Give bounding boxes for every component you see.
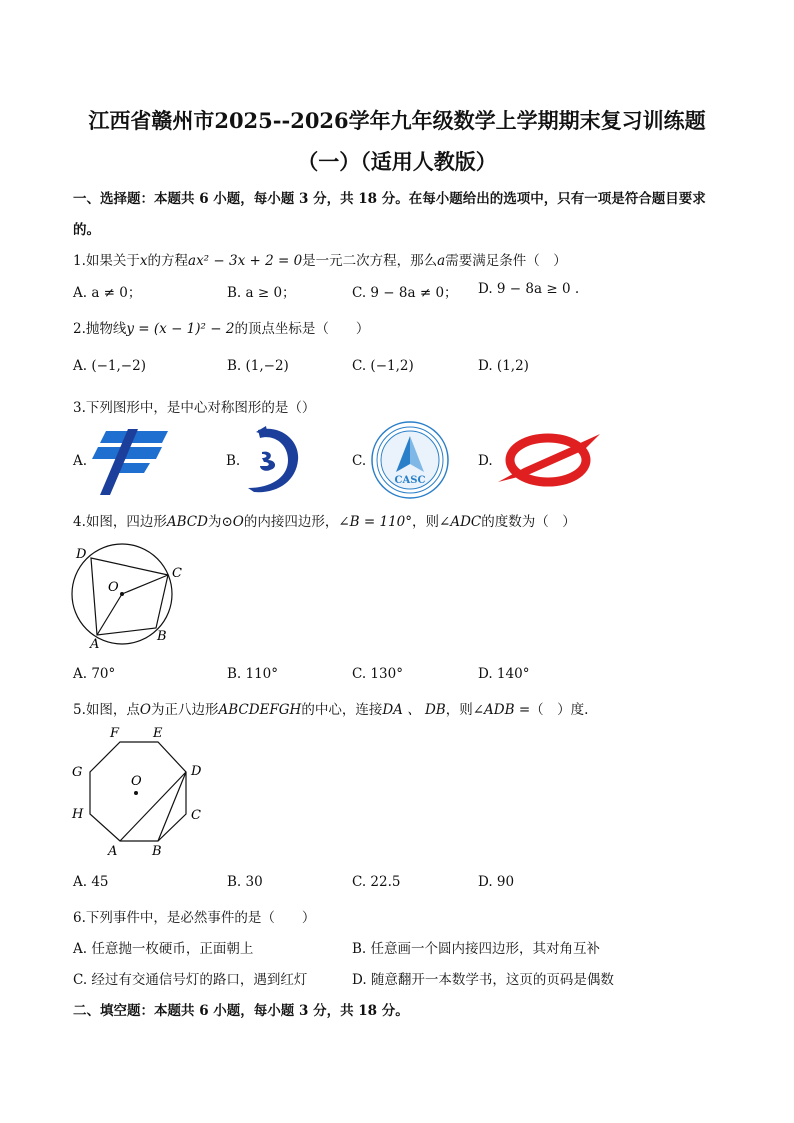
q5-label-c: C xyxy=(191,808,201,823)
q6-option-d: D. 随意翻开一本数学书，这页的页码是偶数 xyxy=(352,972,614,988)
q4-circle-figure xyxy=(64,542,204,654)
logo-c-text: CASC xyxy=(394,475,426,486)
q4-option-d: D. 140° xyxy=(478,666,530,682)
question-1-stem: 1.如果关于x的方程ax² − 3x + 2 = 0是一元二次方程，那么a需要满足条件（ ） xyxy=(73,253,567,269)
question-6-stem: 6.下列事件中，是必然事件的是（ ） xyxy=(73,910,316,926)
q5-option-a: A. 45 xyxy=(73,874,109,890)
q5-label-f: F xyxy=(110,726,120,741)
logo-a-image xyxy=(88,425,172,497)
q1-option-a: A. a ≠ 0； xyxy=(73,285,142,301)
logo-d-image xyxy=(494,428,602,490)
q4-option-b: B. 110° xyxy=(227,666,279,682)
question-4-stem: 4.如图，四边形ABCD为⊙O的内接四边形，∠B = 110°，则∠ADC的度数为（ ） xyxy=(73,514,576,530)
q4-label-c: C xyxy=(172,566,182,581)
q1-option-c: C. 9 − 8a ≠ 0； xyxy=(352,285,458,301)
q4-label-o: O xyxy=(108,580,119,595)
logo-c-casc-image xyxy=(370,420,450,500)
q5-option-b: B. 30 xyxy=(227,874,263,890)
section2-heading: 二、填空题：本题共 6 小题，每小题 3 分，共 18 分。 xyxy=(73,1003,409,1019)
exam-title-line2: （一）（适用人教版） xyxy=(297,149,497,174)
q4-label-a: A xyxy=(90,637,100,652)
q2-option-d: D. (1,2) xyxy=(478,358,529,374)
q3-option-d-label: D. xyxy=(478,453,493,469)
q6-option-a: A. 任意抛一枚硬币，正面朝上 xyxy=(73,941,254,957)
q3-option-c-label: C. xyxy=(352,453,367,469)
q5-label-h: H xyxy=(72,807,84,822)
q5-label-d: D xyxy=(191,764,202,779)
q3-option-a-label: A. xyxy=(73,453,88,469)
exam-title-line1: 江西省赣州市2025--2026学年九年级数学上学期期末复习训练题 xyxy=(88,108,706,133)
q4-label-b: B xyxy=(157,629,167,644)
q4-label-d: D xyxy=(76,547,87,562)
q2-option-a: A. (−1,−2) xyxy=(73,358,146,374)
question-5-stem: 5.如图，点O为正八边形ABCDEFGH的中心，连接DA 、 DB，则∠ADB =（ ）度. xyxy=(73,702,589,718)
q3-option-b-label: B. xyxy=(226,453,241,469)
q5-label-o: O xyxy=(131,774,142,789)
q5-option-c: C. 22.5 xyxy=(352,874,401,890)
q5-octagon-figure xyxy=(66,724,216,862)
q1-option-b: B. a ≥ 0； xyxy=(227,285,296,301)
logo-b-image xyxy=(240,422,304,496)
q6-option-b: B. 任意画一个圆内接四边形，其对角互补 xyxy=(352,941,601,957)
section1-heading-cont: 的。 xyxy=(73,222,100,238)
q5-label-a: A xyxy=(108,844,118,859)
q4-option-a: A. 70° xyxy=(73,666,116,682)
question-3-stem: 3.下列图形中，是中心对称图形的是（） xyxy=(73,400,316,416)
q5-label-b: B xyxy=(152,844,162,859)
q5-label-e: E xyxy=(153,726,163,741)
q6-option-c: C. 经过有交通信号灯的路口，遇到红灯 xyxy=(73,972,308,988)
q1-option-d: D. 9 − 8a ≥ 0 . xyxy=(478,281,580,297)
q2-option-b: B. (1,−2) xyxy=(227,358,289,374)
q4-option-c: C. 130° xyxy=(352,666,403,682)
q2-option-c: C. (−1,2) xyxy=(352,358,414,374)
q5-label-g: G xyxy=(72,765,83,780)
q5-option-d: D. 90 xyxy=(478,874,515,890)
question-2-stem: 2.抛物线y = (x − 1)² − 2的顶点坐标是（ ） xyxy=(73,321,370,337)
section1-heading: 一、选择题：本题共 6 小题，每小题 3 分，共 18 分。在每小题给出的选项中，只有一项是符合题目要求 xyxy=(73,191,706,207)
